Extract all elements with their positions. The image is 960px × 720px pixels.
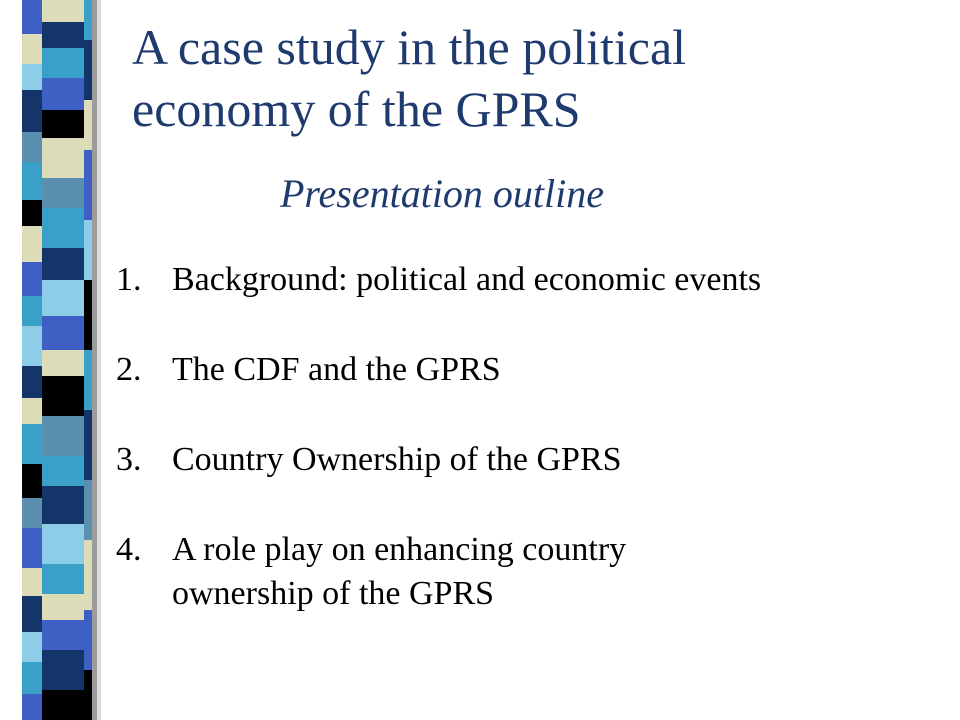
outline-item-text: A role play on enhancing country ownership of the GPRS	[172, 531, 627, 612]
slide-title-line-1: A case study in the political	[132, 19, 687, 75]
decorative-block-strip	[0, 0, 112, 720]
outline-item-number: 4.	[116, 531, 142, 568]
outline-item-text: Country Ownership of the GPRS	[172, 441, 622, 478]
outline-item-number: 2.	[116, 351, 142, 388]
slide-title	[132, 16, 932, 140]
outline-item-number: 1.	[116, 261, 142, 298]
slide-subtitle: Presentation outline	[280, 171, 605, 216]
outline-item-number: 3.	[116, 441, 142, 478]
slide-title-line-2: economy of the GPRS	[132, 81, 581, 137]
outline-item-text: Background: political and economic events	[172, 261, 762, 298]
outline-item-text: The CDF and the GPRS	[172, 351, 501, 388]
